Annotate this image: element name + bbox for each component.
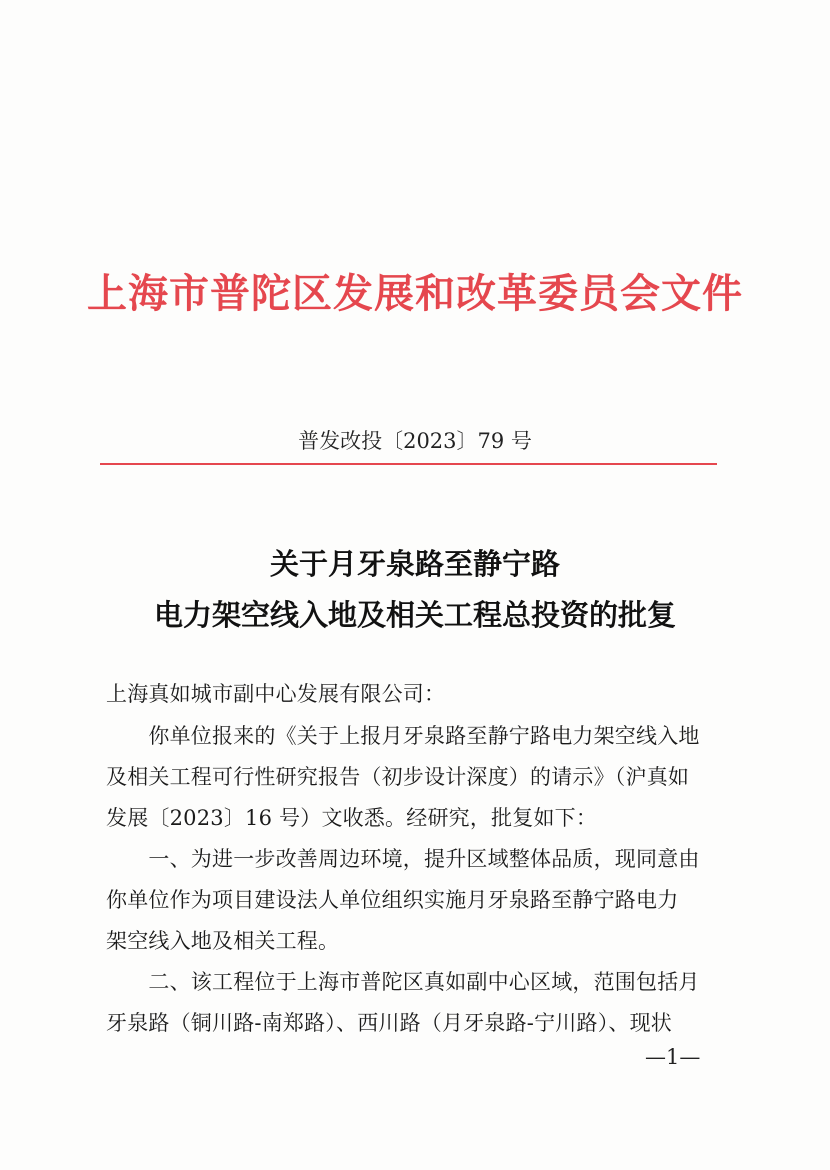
page-number: —1— [645,1045,701,1069]
body-line: 及相关工程可行性研究报告（初步设计深度）的请示》（沪真如 [106,765,690,789]
body-line: 牙泉路（铜川路-南郑路）、西川路（月牙泉路-宁川路）、现状 [106,1011,672,1035]
body-line: 你单位报来的《关于上报月牙泉路至静宁路电力架空线入地 [106,724,700,748]
body-line: 发展〔2023〕16 号）文收悉。经研究，批复如下： [106,806,598,830]
body-line: 架空线入地及相关工程。 [106,929,340,953]
red-divider-line [100,463,717,465]
body-line: 一、为进一步改善周边环境，提升区域整体品质，现同意由 [106,847,700,871]
document-number: 普发改投〔2023〕79 号 [298,429,532,453]
document-title-line-1: 关于月牙泉路至静宁路 [269,547,560,581]
body-line: 你单位作为项目建设法人单位组织实施月牙泉路至静宁路电力 [106,888,679,912]
body-line: 二、该工程位于上海市普陀区真如副中心区域，范围包括月 [106,970,700,994]
org-header-title: 上海市普陀区发展和改革委员会文件 [87,270,743,317]
body-line-addressee: 上海真如城市副中心发展有限公司： [106,682,446,706]
document-title-line-2: 电力架空线入地及相关工程总投资的批复 [153,598,676,632]
